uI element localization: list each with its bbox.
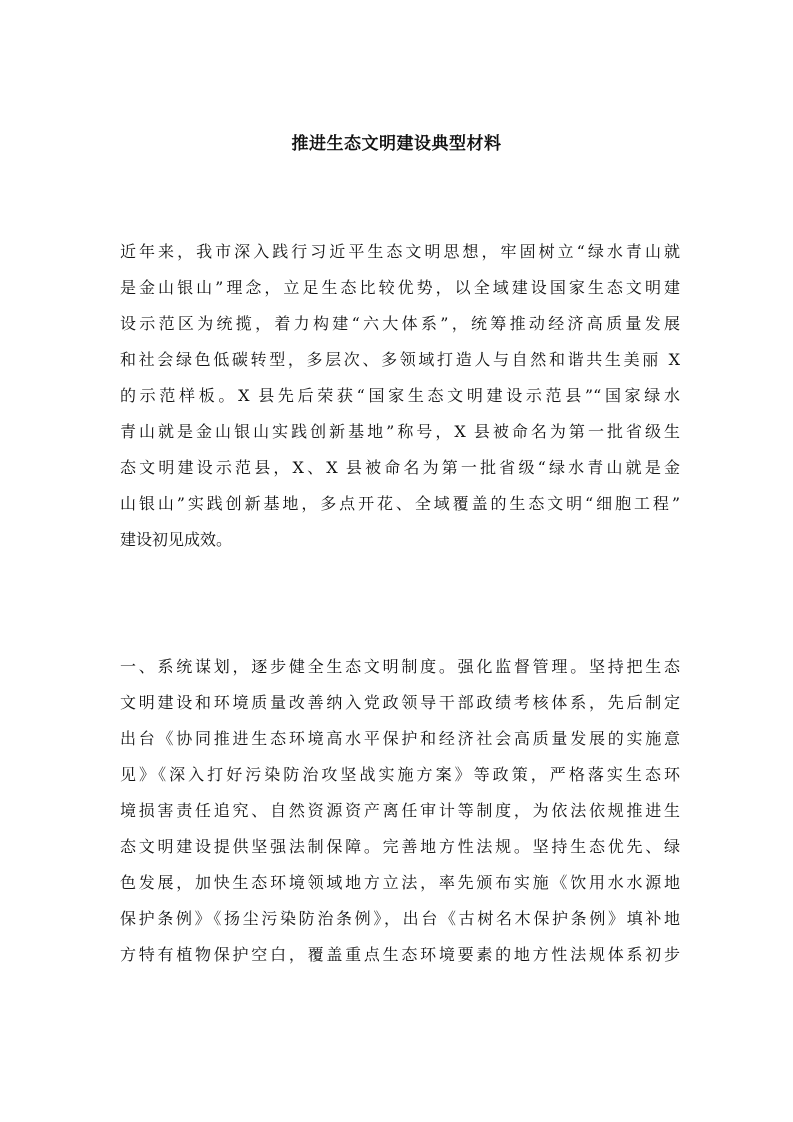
- paragraph-line: 山银山”实践创新基地，多点开花、全域覆盖的生态文明“细胞工程”: [120, 494, 680, 513]
- paragraph-line: 色发展，加快生态环境领域地方立法，率先颁布实施《饮用水水源地: [120, 873, 680, 892]
- paragraph-line: 设示范区为统揽，着力构建“六大体系”，统筹推动经济高质量发展: [120, 314, 680, 333]
- paragraph-line: 保护条例》《扬尘污染防治条例》，出台《古树名木保护条例》填补地: [120, 909, 680, 928]
- paragraph-line: 一、系统谋划，逐步健全生态文明制度。强化监督管理。坚持把生态: [120, 657, 680, 676]
- document-title: 推进生态文明建设典型材料: [291, 134, 502, 154]
- paragraph-line: 境损害责任追究、自然资源资产离任审计等制度，为依法依规推进生: [120, 801, 680, 820]
- paragraph-intro: [120, 234, 680, 558]
- paragraph-line: 是金山银山”理念，立足生态比较优势，以全域建设国家生态文明建: [120, 278, 680, 297]
- paragraph-line: 文明建设和环境质量改善纳入党政领导干部政绩考核体系，先后制定: [120, 693, 680, 712]
- paragraph-line: 态文明建设提供坚强法制保障。完善地方性法规。坚持生态优先、绿: [120, 837, 680, 856]
- paragraph-line: 态文明建设示范县，X、X 县被命名为第一批省级“绿水青山就是金: [120, 458, 680, 477]
- paragraph-line: 青山就是金山银山实践创新基地”称号，X 县被命名为第一批省级生: [120, 422, 680, 441]
- paragraph-line: 出台《协同推进生态环境高水平保护和经济社会高质量发展的实施意: [120, 729, 680, 748]
- paragraph-line: 方特有植物保护空白，覆盖重点生态环境要素的地方性法规体系初步: [120, 945, 680, 964]
- paragraph-line: 建设初见成效。: [120, 530, 233, 549]
- paragraph-line: 的示范样板。X 县先后荣获“国家生态文明建设示范县”“国家绿水: [120, 386, 680, 405]
- paragraph-section-one: [120, 649, 680, 973]
- paragraph-line: 见》《深入打好污染防治攻坚战实施方案》等政策，严格落实生态环: [120, 765, 680, 784]
- paragraph-line: 和社会绿色低碳转型，多层次、多领域打造人与自然和谐共生美丽 X: [120, 350, 680, 369]
- paragraph-line: 近年来，我市深入践行习近平生态文明思想，牢固树立“绿水青山就: [120, 242, 680, 261]
